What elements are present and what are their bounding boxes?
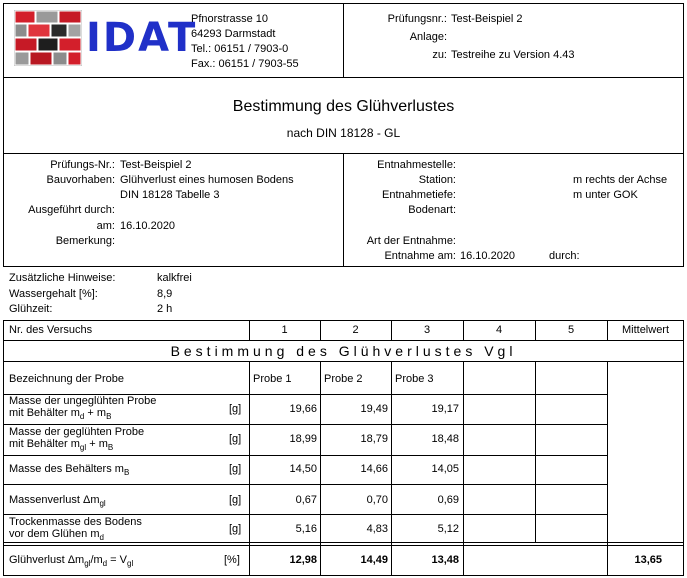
row-divider-double bbox=[3, 542, 684, 543]
entnahmetiefe-label: Entnahmetiefe: bbox=[382, 189, 456, 201]
section-title: Bestimmung des Glühverlustes Vgl bbox=[170, 343, 517, 359]
row-behaelter-label: Masse des Behälters $m_B$ bbox=[9, 463, 130, 477]
col-header-3: 3 bbox=[423, 324, 431, 336]
zu-value: Testreihe zu Version 4.43 bbox=[451, 49, 575, 61]
durch-label: durch: bbox=[549, 250, 580, 262]
nr-label: Nr. des Versuchs bbox=[9, 324, 93, 336]
row-trockenmasse-label-2: vor dem Glühen $m_d$ bbox=[9, 528, 104, 542]
idat-logo bbox=[14, 10, 198, 66]
art-entnahme-label: Art der Entnahme: bbox=[366, 235, 456, 247]
row-geglueht-val-2: 18,79 bbox=[360, 433, 388, 445]
page-title: Bestimmung des Glühverlustes bbox=[232, 98, 455, 115]
row-geglueht-val-3: 18,48 bbox=[431, 433, 459, 445]
page-subtitle: nach DIN 18128 - GL bbox=[286, 126, 401, 140]
entnahmetiefe-suffix: m unter GOK bbox=[573, 189, 638, 201]
row-divider bbox=[3, 424, 607, 425]
row-divider-double bbox=[3, 545, 684, 546]
bauvorhaben-line1: Glühverlust eines humosen Bodens bbox=[120, 174, 294, 186]
row-geglueht-label-1: Masse der geglühten Probe bbox=[9, 426, 145, 438]
result-unit: [%] bbox=[224, 554, 240, 566]
row-behaelter-val-3: 14,05 bbox=[431, 463, 459, 475]
row-geglueht-label-2: mit Behälter $m_{gl} + m_B$ bbox=[9, 438, 114, 452]
row-divider bbox=[3, 455, 607, 456]
result-label: Glühverlust $\Delta m_{gl}/m_d = V_{gl}$ bbox=[9, 554, 134, 568]
wassergehalt-value: 8,9 bbox=[157, 288, 173, 300]
col-header-2: 2 bbox=[352, 324, 359, 336]
logo-text: IDAT bbox=[86, 15, 198, 61]
am-label: am: bbox=[96, 220, 115, 232]
row-trockenmasse-val-1: 5,16 bbox=[295, 523, 317, 535]
row-massenverlust-val-3: 0,69 bbox=[437, 494, 459, 506]
pruefungs-nr-value: Test-Beispiel 2 bbox=[120, 159, 192, 171]
result-val-3: 13,48 bbox=[431, 554, 459, 566]
entnahme-am-value: 16.10.2020 bbox=[460, 250, 516, 262]
station-suffix: m rechts der Achse bbox=[573, 174, 668, 186]
zusaetzliche-label: Zusätzliche Hinweise: bbox=[9, 272, 116, 284]
row-trockenmasse-val-3: 5,12 bbox=[437, 523, 459, 535]
row-trockenmasse-label-1: Trockenmasse des Bodens bbox=[9, 516, 142, 528]
probe-1-label: Probe 1 bbox=[253, 373, 292, 385]
probe-3-label: Probe 3 bbox=[395, 373, 434, 385]
row-massenverlust-unit: [g] bbox=[229, 494, 242, 506]
pruefungsnr-value: Test-Beispiel 2 bbox=[451, 13, 523, 25]
row-behaelter-val-2: 14,66 bbox=[360, 463, 388, 475]
col-header-4: 4 bbox=[495, 324, 503, 336]
col-divider bbox=[607, 361, 608, 576]
col-header-5: 5 bbox=[567, 324, 575, 336]
bodenart-label: Bodenart: bbox=[408, 204, 456, 216]
row-ungeglueht-label-1: Masse der ungeglühten Probe bbox=[9, 395, 157, 407]
result-val-2: 14,49 bbox=[360, 554, 388, 566]
row-divider bbox=[3, 514, 607, 515]
probe-2-label: Probe 2 bbox=[324, 373, 363, 385]
anlage-label: Anlage: bbox=[409, 31, 447, 43]
row-divider bbox=[3, 340, 684, 341]
address-street: Pfnorstrasse 10 bbox=[191, 13, 269, 25]
row-ungeglueht-val-2: 19,49 bbox=[360, 403, 388, 415]
zusaetzliche-value: kalkfrei bbox=[157, 272, 192, 284]
gluehzeit-value: 2 h bbox=[157, 303, 173, 315]
row-ungeglueht-val-1: 19,66 bbox=[289, 403, 317, 415]
result-mean: 13,65 bbox=[634, 554, 662, 566]
wassergehalt-label: Wassergehalt [%]: bbox=[9, 288, 98, 300]
row-behaelter-val-1: 14,50 bbox=[289, 463, 317, 475]
header-divider bbox=[343, 3, 344, 78]
entnahmestelle-label: Entnahmestelle: bbox=[377, 159, 456, 171]
row-trockenmasse-val-2: 4,83 bbox=[366, 523, 388, 535]
bezeichnung-label: Bezeichnung der Probe bbox=[9, 373, 124, 385]
row-massenverlust-val-1: 0,67 bbox=[295, 494, 317, 506]
row-divider bbox=[3, 484, 607, 485]
pruefungs-nr-label: Prüfungs-Nr.: bbox=[50, 159, 115, 171]
bauvorhaben-label: Bauvorhaben: bbox=[46, 174, 115, 186]
pruefungsnr-label: Prüfungsnr.: bbox=[387, 13, 447, 25]
row-ungeglueht-label-2: mit Behälter $m_d + m_B$ bbox=[9, 407, 112, 421]
row-geglueht-val-1: 18,99 bbox=[289, 433, 317, 445]
result-val-1: 12,98 bbox=[289, 554, 317, 566]
address-tel: Tel.: 06151 / 7903-0 bbox=[191, 43, 289, 55]
row-ungeglueht-unit: [g] bbox=[229, 403, 242, 415]
address-fax: Fax.: 06151 / 7903-55 bbox=[191, 58, 299, 70]
row-ungeglueht-val-3: 19,17 bbox=[431, 403, 459, 415]
info-divider bbox=[343, 153, 344, 267]
row-divider bbox=[3, 361, 684, 362]
row-geglueht-unit: [g] bbox=[229, 433, 242, 445]
bauvorhaben-line2: DIN 18128 Tabelle 3 bbox=[120, 189, 220, 201]
row-trockenmasse-unit: [g] bbox=[229, 523, 242, 535]
row-massenverlust-val-2: 0,70 bbox=[366, 494, 388, 506]
am-value: 16.10.2020 bbox=[120, 220, 176, 232]
row-behaelter-unit: [g] bbox=[229, 463, 242, 475]
bemerkung-label: Bemerkung: bbox=[55, 235, 115, 247]
row-massenverlust-label: Massenverlust $\Delta m_{gl}$ bbox=[9, 494, 106, 508]
gluehzeit-label: Glühzeit: bbox=[9, 303, 53, 315]
col-header-1: 1 bbox=[281, 324, 288, 336]
address-city: 64293 Darmstadt bbox=[191, 28, 276, 40]
logo-brick-icon bbox=[14, 10, 82, 66]
zu-label: zu: bbox=[432, 49, 447, 61]
mittelwert-label: Mittelwert bbox=[621, 324, 670, 336]
ausgefuehrt-label: Ausgeführt durch: bbox=[28, 204, 115, 216]
entnahme-am-label: Entnahme am: bbox=[384, 250, 456, 262]
station-label: Station: bbox=[418, 174, 456, 186]
